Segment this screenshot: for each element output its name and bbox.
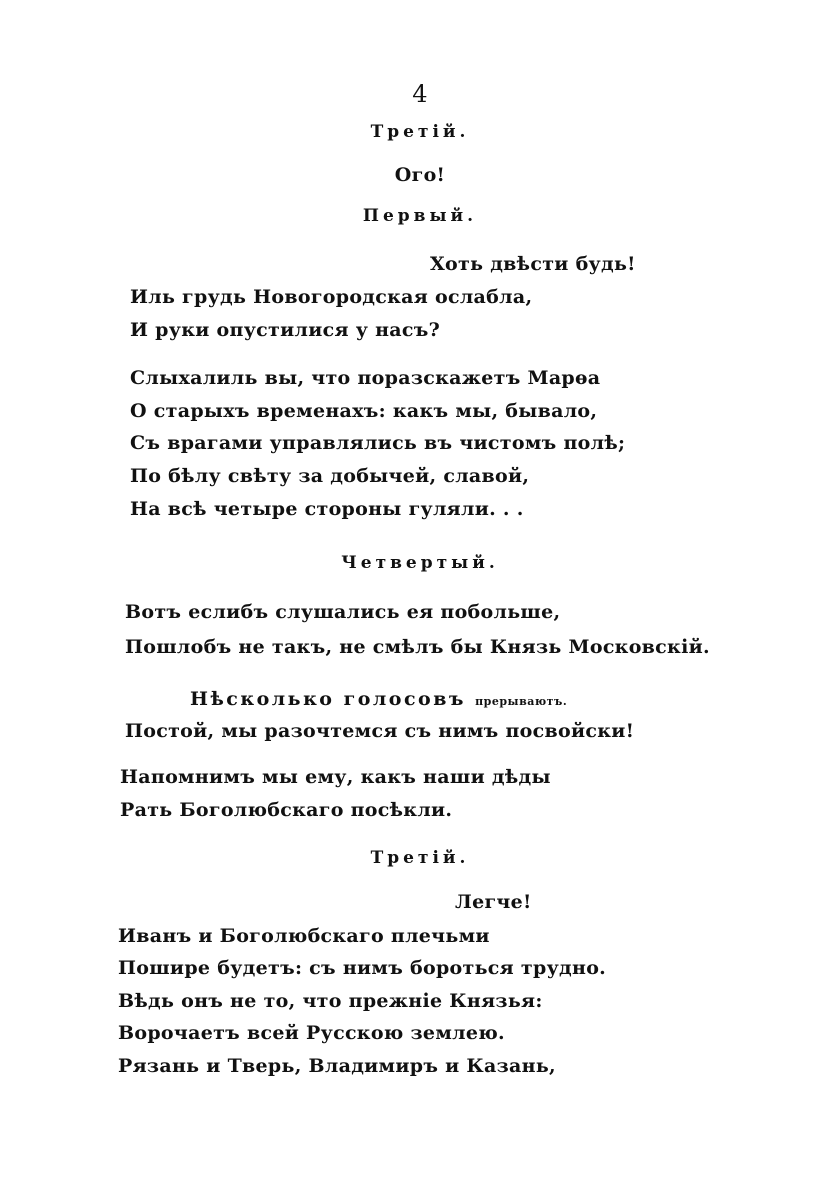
- stage-direction: прерываютъ.: [475, 695, 568, 708]
- verse-line: Легче!: [455, 891, 532, 913]
- verse-line: Постой, мы разочтемся съ нимъ посвойски!: [125, 720, 635, 742]
- verse-line: Рать Боголюбскаго посѣкли.: [120, 799, 453, 821]
- verse-line: Вѣдь онъ не то, что прежніе Князья:: [118, 990, 543, 1012]
- speaker-several-voices: [190, 690, 567, 709]
- speaker-third: Третій.: [370, 848, 470, 868]
- verse-line: Ворочаетъ всей Русскою землею.: [118, 1022, 505, 1044]
- verse-line: Съ врагами управлялись въ чистомъ полѣ;: [130, 432, 626, 454]
- verse-line: Пошире будетъ: съ нимъ бороться трудно.: [118, 957, 607, 979]
- verse-line: По бѣлу свѣту за добычей, славой,: [130, 465, 530, 487]
- verse-line: Рязань и Тверь, Владимиръ и Казань,: [118, 1055, 556, 1077]
- verse-line: Хоть двѣсти будь!: [430, 253, 636, 275]
- verse-line: Ого!: [394, 164, 446, 186]
- verse-line: Слыхалиль вы, что поразскажетъ Марѳа: [130, 367, 601, 389]
- verse-line: На всѣ четыре стороны гуляли. . .: [130, 498, 524, 520]
- verse-line: Напомнимъ мы ему, какъ наши дѣды: [120, 766, 551, 788]
- verse-line: О старыхъ временахъ: какъ мы, бывало,: [130, 400, 598, 422]
- verse-line: Иванъ и Боголюбскаго плечьми: [118, 925, 490, 947]
- speaker-label: Нѣсколько голосовъ: [190, 688, 466, 710]
- page-number: 4: [412, 80, 428, 108]
- verse-line: Пошлобъ не такъ, не смѣлъ бы Князь Московскій.: [125, 636, 710, 658]
- speaker-third: Третій.: [370, 122, 470, 142]
- speaker-fourth: Четвертый.: [341, 553, 499, 573]
- verse-line: Иль грудь Новогородская ослабла,: [130, 286, 533, 308]
- speaker-first: Первый.: [362, 206, 478, 226]
- verse-line: Вотъ еслибъ слушались ея побольше,: [125, 601, 561, 623]
- verse-line: И руки опустилися у насъ?: [130, 319, 441, 341]
